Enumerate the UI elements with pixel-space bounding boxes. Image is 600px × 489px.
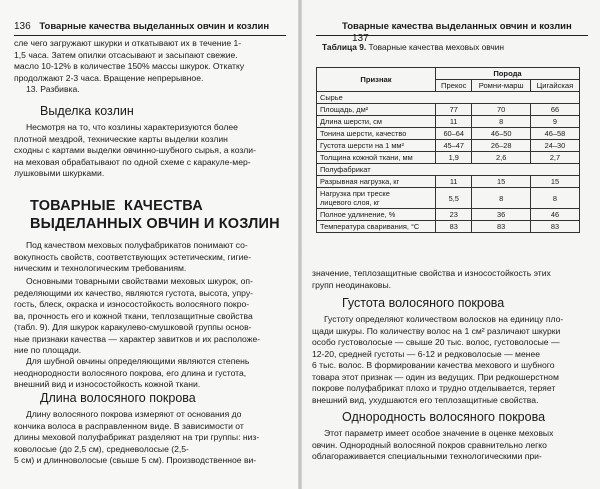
table-cell-value: 45–47 <box>436 140 472 152</box>
table-header-breed-1: Прекос <box>436 80 472 92</box>
table-row-label: Разрывная нагрузка, кг <box>317 176 436 188</box>
table-cell-value: 60–64 <box>436 128 472 140</box>
table-cell-value: 9 <box>530 116 579 128</box>
table-cell-value: 15 <box>472 176 530 188</box>
right-running-head-title: Товарные качества выделанных овчин и козлин <box>342 21 572 32</box>
table-header-breed-2: Ромни-марш <box>472 80 530 92</box>
table-cell-value: 8 <box>530 188 579 209</box>
table-cell-value: 8 <box>472 116 530 128</box>
table-row <box>317 221 580 233</box>
table-row-label: Нагрузка при треске лицевого слоя, кг <box>317 188 436 209</box>
heading-uniformity: Однородность волосяного покрова <box>342 410 546 424</box>
table-header-breed: Порода <box>436 68 580 80</box>
table-row-label: Площадь, дм² <box>317 104 436 116</box>
right-page-number: 137 <box>352 33 369 44</box>
table-cell-value: 46–50 <box>472 128 530 140</box>
table-caption-label: Таблица 9. <box>322 42 367 52</box>
table-9 <box>316 67 580 233</box>
table-cell-value: 66 <box>530 104 579 116</box>
table-cell-value: 46 <box>530 209 579 221</box>
table-header-breed-3: Цигайская <box>530 80 579 92</box>
table-row-label: Густота шерсти на 1 мм² <box>317 140 436 152</box>
table-cell-value: 26–28 <box>472 140 530 152</box>
table-caption-text: Товарные качества меховых овчин <box>368 42 505 52</box>
para-quality-1: Под качеством меховых полуфабрикатов понимают со- вокупность свойств, соответствующих эстетическим, гигие- ническим и технологическим требованиям. <box>14 240 252 273</box>
table-section-label: Полуфабрикат <box>317 164 580 176</box>
heading-density: Густота волосяного покрова <box>342 296 505 310</box>
left-header-rule <box>14 35 286 36</box>
table-cell-value: 8 <box>472 188 530 209</box>
right-page <box>302 0 600 489</box>
para-uniformity: Этот параметр имеет особое значение в оценке меховых овчин. Однородный волосяной покров сравнительно легко облагораживается специальными технологическими при- <box>312 428 554 461</box>
para-length: Длину волосяного покрова измеряют от основания до кончика волоса в расправленном виде. В зависимости от длины меховой полуфабрикат разделяют на три группы: низ- коволосые (до 2,5 см), средневолосые (2,5- 5 см) и длинноволосые (свыше 5 см). Производственное ви- <box>14 409 260 465</box>
table-row-label: Температура сваривания, °С <box>317 221 436 233</box>
table-cell-value: 46–58 <box>530 128 579 140</box>
right-running-head <box>342 21 592 44</box>
table-body <box>317 92 580 233</box>
table-row-label: Тонина шерсти, качество <box>317 128 436 140</box>
table-cell-value: 2,7 <box>530 152 579 164</box>
table-cell-value: 15 <box>530 176 579 188</box>
table-row-label: Толщина кожной ткани, мм <box>317 152 436 164</box>
table-cell-value: 36 <box>472 209 530 221</box>
table-cell-value: 23 <box>436 209 472 221</box>
left-page <box>0 0 298 489</box>
table-row <box>317 176 580 188</box>
table-row <box>317 140 580 152</box>
table-cell-value: 83 <box>436 221 472 233</box>
table-row <box>317 128 580 140</box>
para-quality-2: Основными товарными свойствами меховых шкурок, оп- ределяющими их качество, являются густота, высота, упру- гость, блеск, окраска и износостойкость волосяного покро- ва, прочность его и кожной ткани, теплозащитные свойства (табл. 9). Для шкурок каракулево-смушковой группы основ- ные признаки качества — характер завитков и их расположе- ние по площади. <box>14 276 261 355</box>
table-cell-value: 77 <box>436 104 472 116</box>
table-section-row <box>317 92 580 104</box>
table-row-label: Длина шерсти, см <box>317 116 436 128</box>
para-kozlin: Несмотря на то, что козлины характеризуются более плотной мездрой, технические карты выделки козлин сходны с картами выделки овчинно-шубного сырья, а козли- на меховая обрабатывают по одной схеме с каракуле-мер- лушковыми шкурками. <box>14 122 256 178</box>
table-cell-value: 2,6 <box>472 152 530 164</box>
table-cell-value: 1,9 <box>436 152 472 164</box>
table-section-label: Сырье <box>317 92 580 104</box>
left-page-number: 136 <box>14 21 31 32</box>
table-cell-value: 70 <box>472 104 530 116</box>
left-running-head-title: Товарные качества выделанных овчин и козлин <box>39 21 270 32</box>
table-cell-value: 11 <box>436 176 472 188</box>
table-row <box>317 116 580 128</box>
table-row <box>317 188 580 209</box>
heading-kozlin: Выделка козлин <box>40 104 134 118</box>
heading-length: Длина волосяного покрова <box>40 391 196 405</box>
table-row-label: Полное удлинение, % <box>317 209 436 221</box>
right-header-rule <box>316 35 588 36</box>
para-top: сле чего загружают шкурки и откатывают их в течение 1- 1,5 часа. Затем опилки отсасывают и засыпают свежие. масло 10-12% в количестве 150% массы шкурок. Откатку продолжают 2-3 часа. Вращение непрерывное. 13. Разбивка. <box>14 38 245 94</box>
table-cell-value: 11 <box>436 116 472 128</box>
section-title: ТОВАРНЫЕ КАЧЕСТВА ВЫДЕЛАННЫХ ОВЧИН И КОЗЛИН <box>30 198 280 232</box>
table-row <box>317 104 580 116</box>
para-quality-3: Для шубной овчины определяющими являются степень неоднородности волосяного покрова, его длина и густота, внешний вид и износостойкость кожной ткани. <box>14 356 250 389</box>
table-cell-value: 5,5 <box>436 188 472 209</box>
table-row <box>317 152 580 164</box>
table-row <box>317 209 580 221</box>
table-cell-value: 83 <box>530 221 579 233</box>
table-header-feature: Признак <box>317 68 436 92</box>
table-caption <box>322 42 504 53</box>
para-density: Густоту определяют количеством волосков на единицу пло- щади шкуры. По количеству волос на 1 см² различают шкурки особо густоволосые — свыше 20 тыс. волос, густоволосые — 12-20, средней густоты — 6-12 и редковолосые — менее 6 тыс. волос. В формировании качества мехового и шубного товара этот признак — один из ведущих. При редкошерстном покрове полуфабрикат плохо и трудно отделывается, теряет внешний вид, ухудшаются его теплозащитные свойства. <box>312 314 564 405</box>
left-running-head <box>14 21 284 33</box>
para-after-table: значение, теплозащитные свойства и износостойкость этих групп неодинаковы. <box>312 268 551 290</box>
table-cell-value: 24–30 <box>530 140 579 152</box>
table-section-row <box>317 164 580 176</box>
table-cell-value: 83 <box>472 221 530 233</box>
